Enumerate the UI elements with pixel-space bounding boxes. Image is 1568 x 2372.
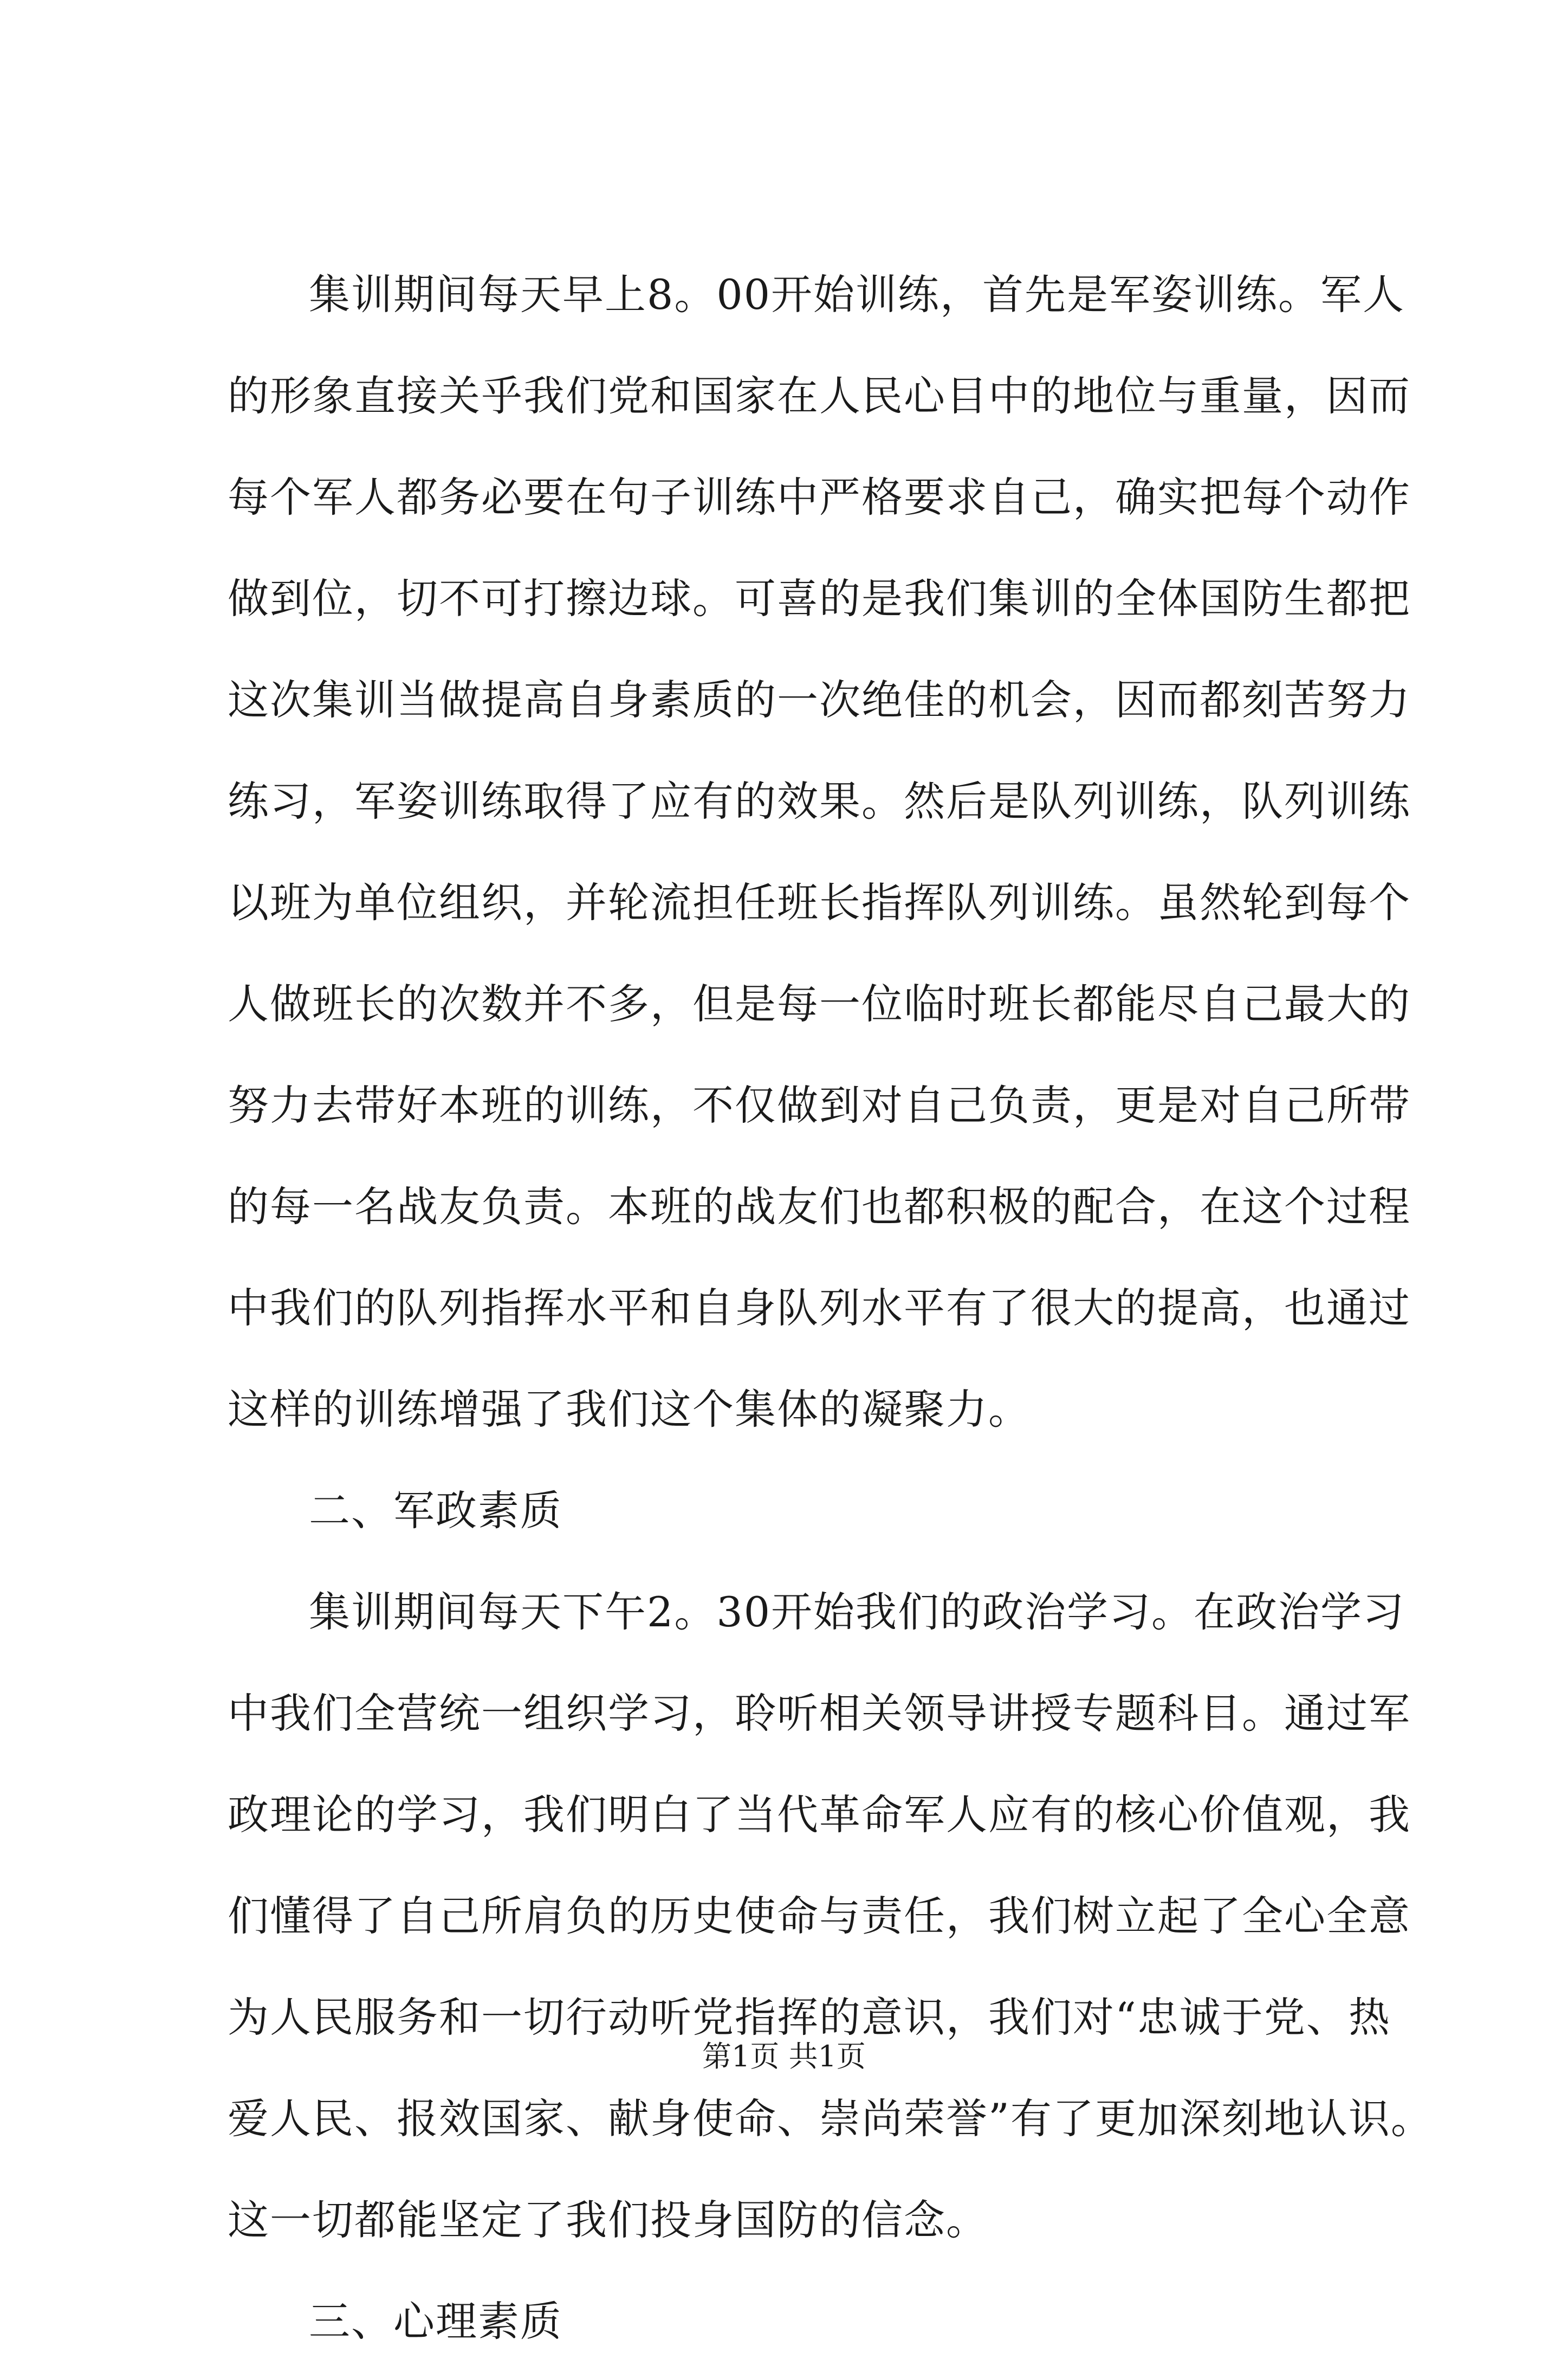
section-heading: 三、心理素质 xyxy=(309,2297,562,2345)
paragraph-line: 集训期间每天早上8。00开始训练，首先是军姿训练。军人 xyxy=(309,270,1405,319)
paragraph-line: 这次集训当做提高自身素质的一次绝佳的机会，因而都刻苦努力 xyxy=(228,676,1411,724)
paragraph-line: 的形象直接关乎我们党和国家在人民心目中的地位与重量，因而 xyxy=(228,372,1411,420)
paragraph-line: 的每一名战友负责。本班的战友们也都积极的配合，在这个过程 xyxy=(228,1182,1411,1231)
paragraph-line: 每个军人都务必要在句子训练中严格要求自己，确实把每个动作 xyxy=(228,473,1411,521)
paragraph-line: 练习，军姿训练取得了应有的效果。然后是队列训练，队列训练 xyxy=(228,777,1411,825)
paragraph-line: 们懂得了自己所肩负的历史使命与责任，我们树立起了全心全意 xyxy=(228,1892,1411,1940)
paragraph-line: 人做班长的次数并不多，但是每一位临时班长都能尽自己最大的 xyxy=(228,980,1411,1028)
paragraph-line: 努力去带好本班的训练，不仅做到对自己负责，更是对自己所带 xyxy=(228,1081,1411,1129)
paragraph-line: 这样的训练增强了我们这个集体的凝聚力。 xyxy=(228,1385,1031,1433)
paragraph-line: 爱人民、报效国家、献身使命、崇尚荣誉”有了更加深刻地认识。 xyxy=(228,2095,1433,2143)
paragraph-line: 这一切都能坚定了我们投身国防的信念。 xyxy=(228,2196,988,2244)
paragraph-line: 集训期间每天下午2。30开始我们的政治学习。在政治学习 xyxy=(309,1588,1405,1636)
paragraph-line: 为人民服务和一切行动听党指挥的意识，我们对“忠诚于党、热 xyxy=(228,1993,1391,2041)
paragraph-line: 政理论的学习，我们明白了当代革命军人应有的核心价值观，我 xyxy=(228,1791,1411,1839)
paragraph-line: 以班为单位组织，并轮流担任班长指挥队列训练。虽然轮到每个 xyxy=(228,878,1411,927)
page-number-footer: 第1页 共1页 xyxy=(702,2039,866,2073)
paragraph-line: 中我们全营统一组织学习，聆听相关领导讲授专题科目。通过军 xyxy=(228,1689,1411,1737)
paragraph-line: 中我们的队列指挥水平和自身队列水平有了很大的提高，也通过 xyxy=(228,1284,1411,1332)
section-heading: 二、军政素质 xyxy=(309,1486,562,1535)
paragraph-line: 做到位，切不可打擦边球。可喜的是我们集训的全体国防生都把 xyxy=(228,574,1411,623)
